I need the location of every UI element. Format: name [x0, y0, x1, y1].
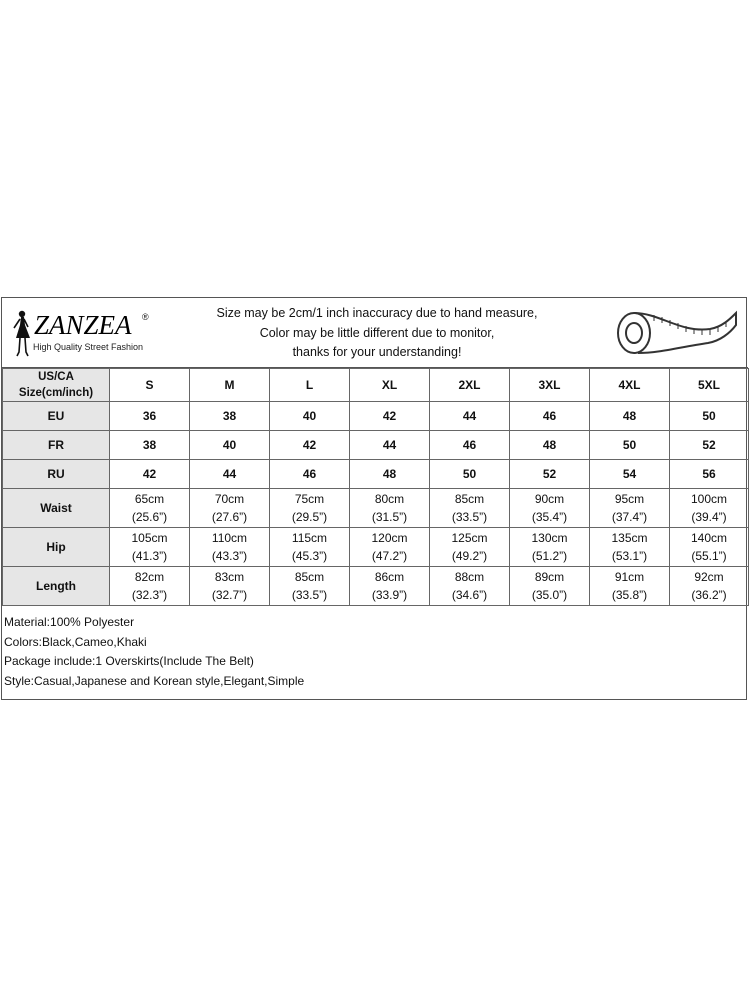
inch-value: (35.8”)	[611, 588, 648, 602]
value-cell: 46	[510, 402, 590, 431]
inch-value: (45.3”)	[291, 549, 328, 563]
row-label-line: Size(cm/inch)	[18, 387, 94, 399]
size-cell: 3XL	[510, 369, 590, 402]
note-line: Size may be 2cm/1 inch inaccuracy due to hand measure,	[216, 306, 538, 320]
cm-value: 85cm	[454, 492, 485, 506]
registered-mark: ®	[142, 312, 149, 322]
inch-value: (33.5”)	[291, 588, 328, 602]
size-cell: M	[190, 369, 270, 402]
inch-value: (33.9”)	[371, 588, 408, 602]
value-cell: 40	[190, 431, 270, 460]
row-label-line: US/CA	[38, 371, 74, 383]
inch-value: (37.4”)	[611, 510, 648, 524]
brand-tagline: High Quality Street Fashion	[33, 342, 144, 352]
measure-cell	[430, 528, 510, 567]
cm-value: 115cm	[291, 531, 328, 545]
package-text: Package include:1 Overskirts(Include The Belt)	[4, 654, 254, 668]
cm-value: 130cm	[531, 531, 568, 545]
cm-value: 85cm	[294, 570, 325, 584]
inch-value: (32.3”)	[131, 588, 168, 602]
size-table	[2, 368, 749, 606]
waist-row	[3, 489, 749, 528]
inch-value: (39.4”)	[691, 510, 727, 524]
measure-cell	[510, 489, 590, 528]
colors-text: Colors:Black,Cameo,Khaki	[4, 634, 147, 649]
size-cell: 4XL	[590, 369, 670, 402]
cm-value: 83cm	[214, 570, 245, 584]
measure-cell	[350, 528, 430, 567]
row-label: RU	[3, 460, 110, 489]
cm-value: 88cm	[454, 570, 485, 584]
cm-value: 65cm	[134, 492, 165, 506]
measure-cell	[670, 528, 749, 567]
size-cell: 2XL	[430, 369, 510, 402]
cm-value: 105cm	[131, 531, 168, 545]
ru-row	[3, 460, 749, 489]
cm-value: 92cm	[694, 570, 724, 584]
measurement-notes	[192, 304, 562, 363]
value-cell: 52	[510, 460, 590, 489]
hip-row	[3, 528, 749, 567]
cm-value: 120cm	[371, 531, 408, 545]
value-cell: 48	[510, 431, 590, 460]
value-cell: 40	[270, 402, 350, 431]
row-label: FR	[3, 431, 110, 460]
measure-cell	[190, 489, 270, 528]
measure-cell	[270, 528, 350, 567]
brand-logo	[8, 306, 158, 362]
fr-row	[3, 431, 749, 460]
measure-cell	[590, 489, 670, 528]
measure-cell	[670, 567, 749, 606]
cm-value: 135cm	[611, 531, 648, 545]
cm-value: 100cm	[690, 492, 728, 506]
row-label-us-ca	[3, 369, 110, 402]
cm-value: 110cm	[211, 531, 248, 545]
value-cell: 46	[270, 460, 350, 489]
inch-value: (36.2”)	[691, 588, 727, 602]
style-text: Style:Casual,Japanese and Korean style,Elegant,Simple	[4, 673, 305, 688]
inch-value: (35.0”)	[531, 588, 568, 602]
measure-cell	[430, 567, 510, 606]
row-label: Length	[3, 567, 110, 606]
cm-value: 140cm	[690, 531, 728, 545]
row-label: Waist	[3, 489, 110, 528]
size-cell: 5XL	[670, 369, 749, 402]
measure-cell	[590, 528, 670, 567]
cm-value: 80cm	[374, 492, 405, 506]
fashion-figure-icon	[8, 308, 34, 360]
value-cell: 56	[670, 460, 749, 489]
size-cell: L	[270, 369, 350, 402]
cm-value: 82cm	[134, 570, 165, 584]
inch-value: (25.6”)	[131, 510, 168, 524]
measure-cell	[190, 567, 270, 606]
inch-value: (27.6”)	[211, 510, 248, 524]
measure-cell	[110, 528, 190, 567]
note-line: thanks for your understanding!	[292, 345, 462, 359]
note-line: Color may be little different due to monitor,	[259, 325, 495, 340]
inch-value: (32.7”)	[211, 588, 248, 602]
row-label: EU	[3, 402, 110, 431]
value-cell: 42	[110, 460, 190, 489]
cm-value: 75cm	[294, 492, 325, 506]
chart-header	[2, 298, 748, 368]
measure-cell	[190, 528, 270, 567]
cm-value: 86cm	[374, 570, 405, 584]
cm-value: 70cm	[214, 492, 245, 506]
value-cell: 38	[190, 402, 270, 431]
measuring-tape-icon	[610, 303, 740, 365]
inch-value: (43.3”)	[211, 549, 248, 563]
cm-value: 90cm	[534, 492, 565, 506]
measure-cell	[110, 567, 190, 606]
measure-cell	[270, 489, 350, 528]
inch-value: (31.5”)	[371, 510, 408, 524]
value-cell: 48	[590, 402, 670, 431]
inch-value: (35.4”)	[531, 510, 568, 524]
value-cell: 52	[670, 431, 749, 460]
inch-value: (34.6”)	[451, 588, 488, 602]
value-cell: 48	[350, 460, 430, 489]
inch-value: (33.5”)	[451, 510, 488, 524]
value-cell: 46	[430, 431, 510, 460]
length-row	[3, 567, 749, 606]
value-cell: 44	[190, 460, 270, 489]
material-text: Material:100% Polyester	[4, 615, 135, 629]
inch-value: (53.1”)	[611, 549, 648, 563]
size-cell: S	[110, 369, 190, 402]
measure-cell	[590, 567, 670, 606]
value-cell: 42	[350, 402, 430, 431]
inch-value: (47.2”)	[371, 549, 408, 563]
product-info	[4, 613, 304, 691]
value-cell: 42	[270, 431, 350, 460]
measure-cell	[510, 567, 590, 606]
measure-cell	[350, 567, 430, 606]
value-cell: 44	[430, 402, 510, 431]
inch-value: (29.5”)	[291, 510, 328, 524]
value-cell: 50	[590, 431, 670, 460]
cm-value: 89cm	[534, 570, 565, 584]
inch-value: (55.1”)	[691, 549, 727, 563]
brand-name: ZANZEA	[34, 310, 132, 340]
value-cell: 50	[670, 402, 749, 431]
cm-value: 125cm	[451, 531, 488, 545]
measure-cell	[510, 528, 590, 567]
value-cell: 36	[110, 402, 190, 431]
value-cell: 54	[590, 460, 670, 489]
eu-row	[3, 402, 749, 431]
size-cell: XL	[350, 369, 430, 402]
cm-value: 95cm	[614, 492, 645, 506]
size-chart	[1, 297, 747, 700]
measure-cell	[430, 489, 510, 528]
value-cell: 50	[430, 460, 510, 489]
value-cell: 38	[110, 431, 190, 460]
inch-value: (51.2”)	[531, 549, 568, 563]
inch-value: (41.3”)	[131, 549, 168, 563]
cm-value: 91cm	[614, 570, 645, 584]
measure-cell	[670, 489, 749, 528]
measure-cell	[270, 567, 350, 606]
measure-cell	[110, 489, 190, 528]
measure-cell	[350, 489, 430, 528]
size-header-row	[3, 369, 749, 402]
row-label: Hip	[3, 528, 110, 567]
value-cell: 44	[350, 431, 430, 460]
inch-value: (49.2”)	[451, 549, 488, 563]
